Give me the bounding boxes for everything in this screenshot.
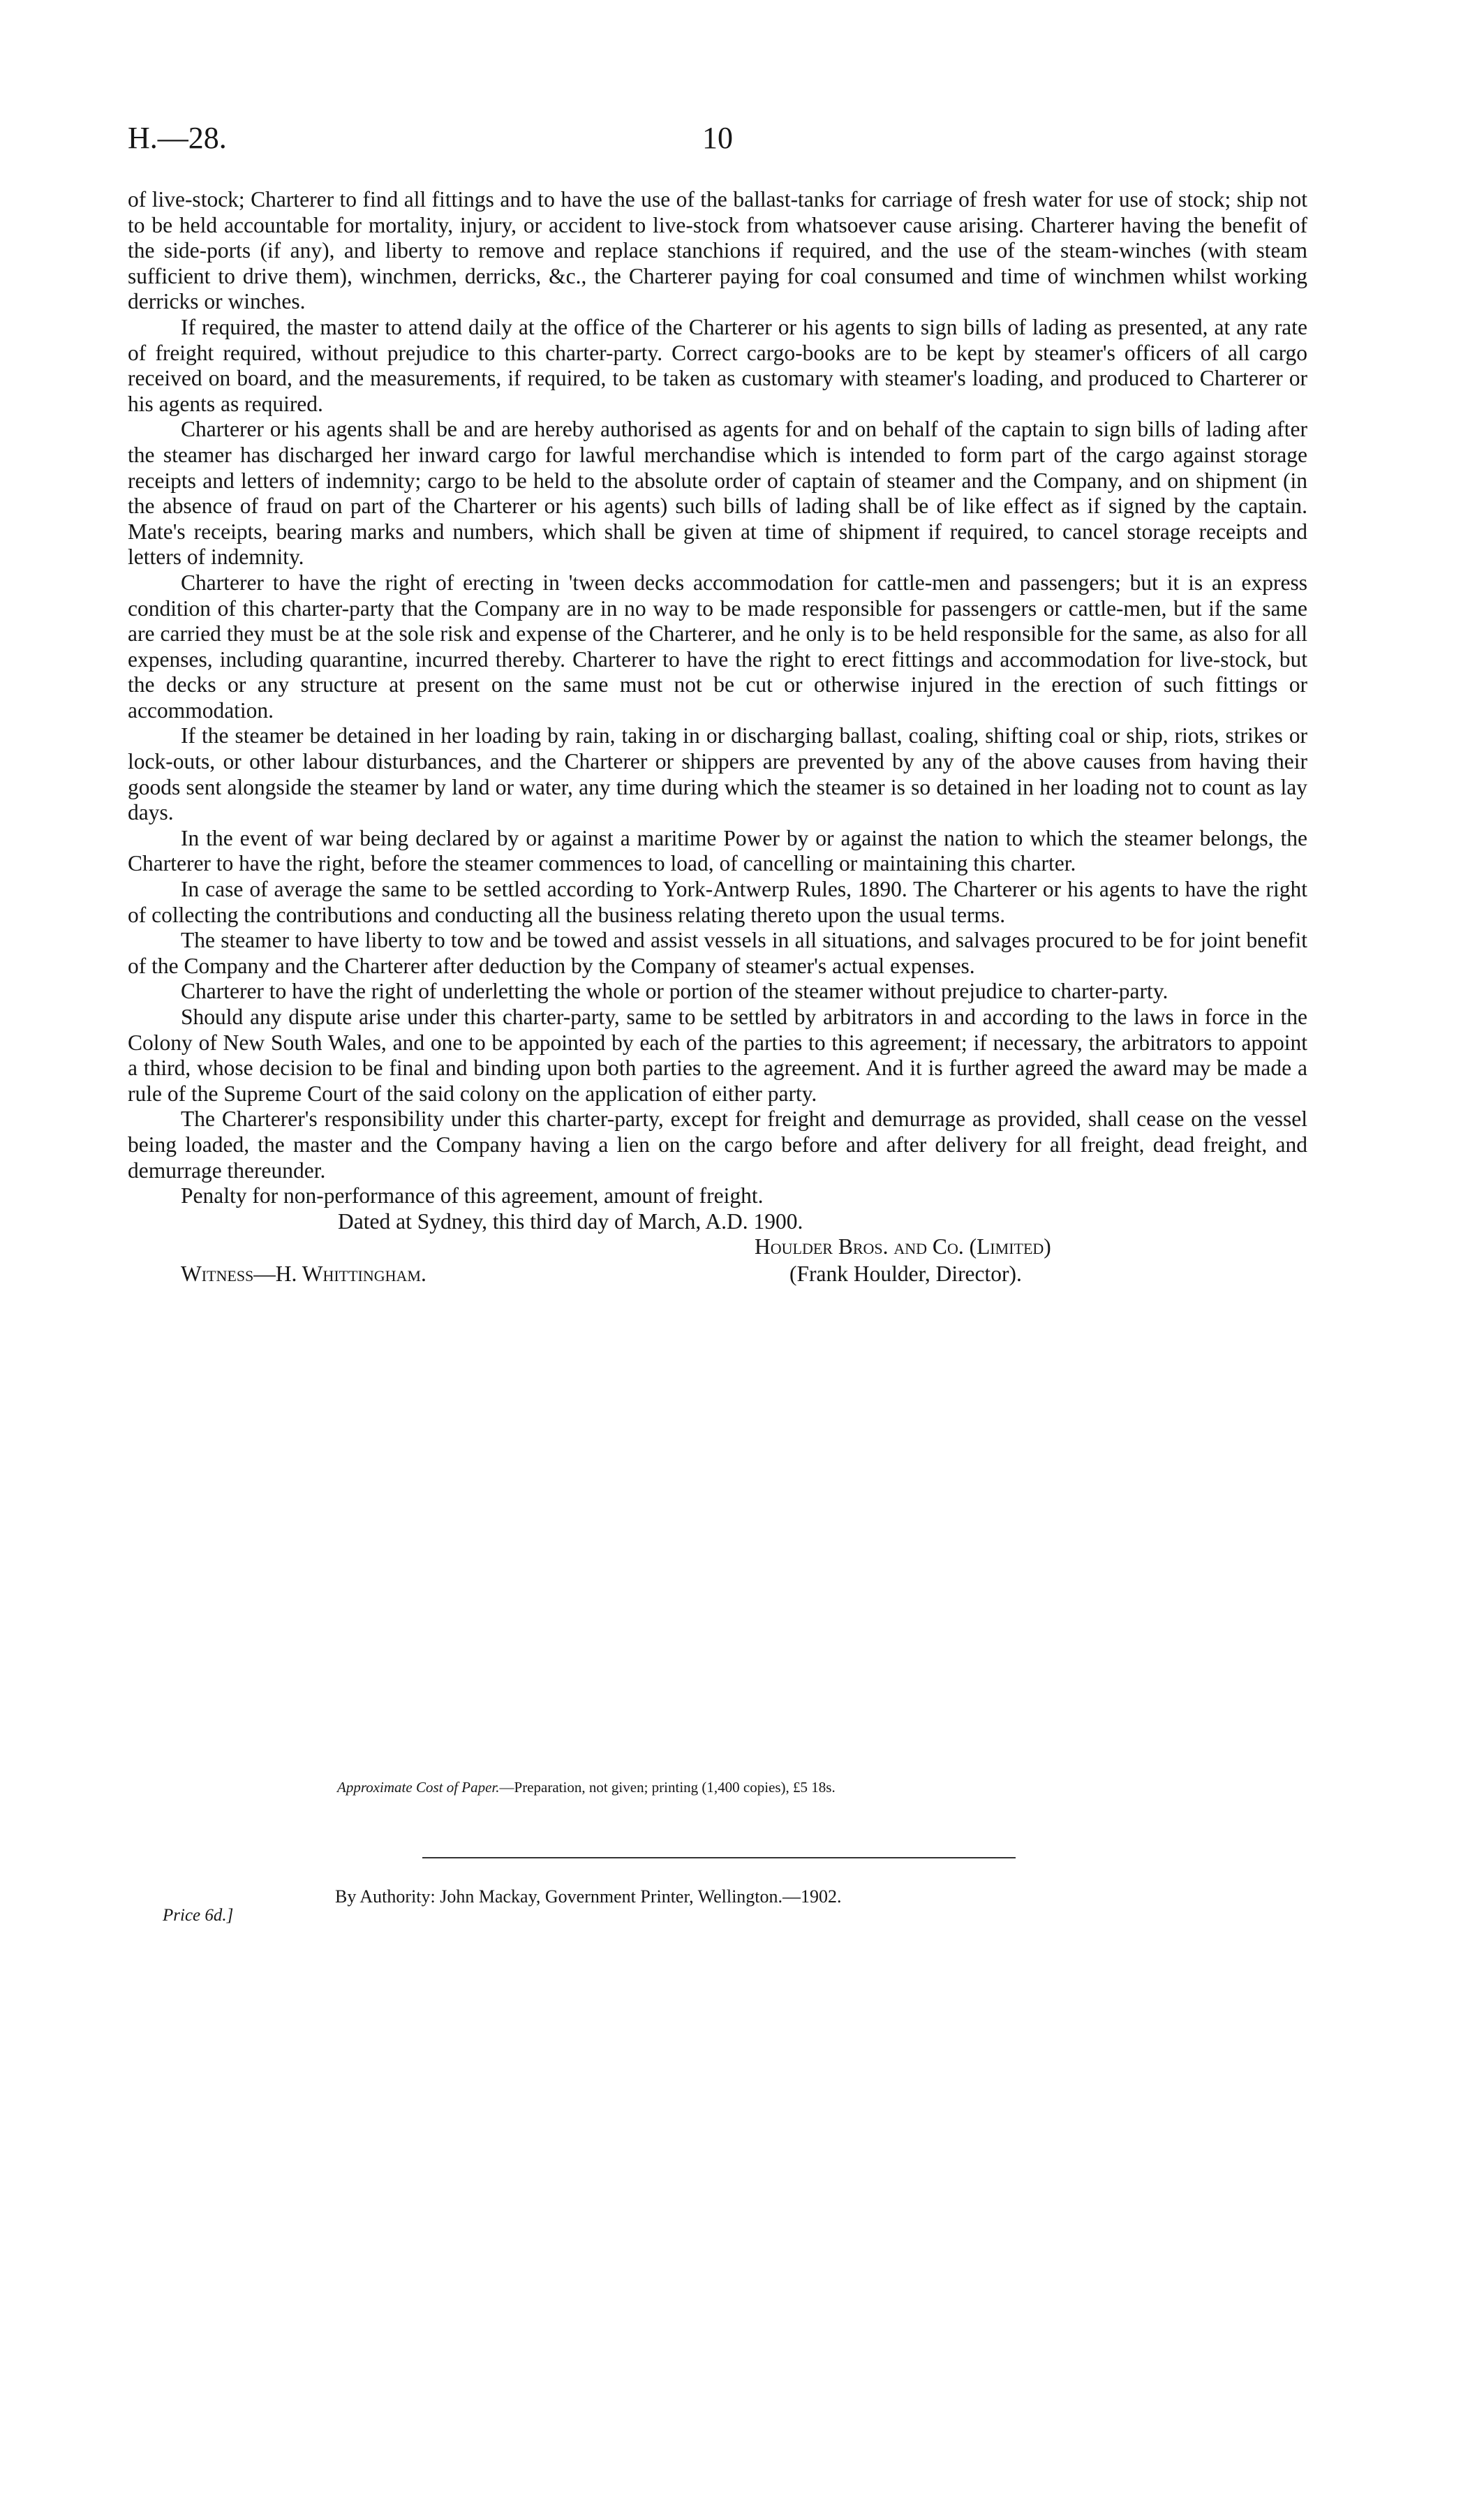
divider-rule (422, 1857, 1016, 1858)
cost-note-label: Approximate Cost of Paper. (337, 1779, 500, 1796)
cost-note-text: —Preparation, not given; printing (1,400 copies), £5 18s. (499, 1779, 836, 1796)
page-header (128, 120, 1307, 169)
signatory-firm: Houlder Bros. and Co. (Limited) (755, 1234, 1051, 1259)
paragraph-detention: If the steamer be detained in her loading by rain, taking in or discharging ballast, coaling, shifting coal or ship, riots, strikes or lock-outs, or other labour disturbances, and the Charterer or shippers are prevented by any of the above causes from having their goods sent alongside the steamer by land or water, any time during which the steamer is so detained in her loading not to count as lay days. (128, 723, 1307, 825)
witness-line: Witness—H. Whittingham. (181, 1262, 426, 1287)
signature-block (128, 1234, 1307, 1289)
paragraph-underletting: Charterer to have the right of underletting the whole or portion of the steamer without prejudice to charter-party. (181, 979, 1168, 1004)
paragraph-towage: The steamer to have liberty to tow and be towed and assist vessels in all situations, and salvages procured to be for joint benefit of the Company and the Charterer after deduction by the Company of steamer's actual expenses. (128, 928, 1307, 978)
paragraph-agents-authority: Charterer or his agents shall be and are hereby authorised as agents for and on behalf of the captain to sign bills of lading after the steamer has discharged her inward cargo for lawful merchandise which is intended to form part of the cargo against storage receipts and letters of indemnity; cargo to be held to the absolute order of captain of steamer and the Company, and on shipment (in the absence of fraud on part of the Charterer or his agents) such bills of lading shall be of like effect as if signed by the captain. Mate's receipts, bearing marks and numbers, which shall be given at time of shipment if required, to cancel storage receipts and letters of indemnity. (128, 417, 1307, 570)
paragraph-war-clause: In the event of war being declared by or against a maritime Power by or against the nation to which the steamer belongs, the Charterer to have the right, before the steamer commences to load, of cancelling or maintaining this charter. (128, 825, 1307, 876)
printer-imprint: By Authority: John Mackay, Government Printer, Wellington.—1902. (335, 1886, 842, 1907)
price-note: Price 6d.] (163, 1906, 234, 1925)
paragraph-arbitration: Should any dispute arise under this charter-party, same to be settled by arbitrators in and according to the laws in force in the Colony of New South Wales, and one to be appointed by each of the parties to this agreement; if necessary, the arbitrators to appoint a third, whose decision to be final and binding upon both parties to the agreement. And it is further agreed the award may be made a rule of the Supreme Court of the said colony on the application of either party. (128, 1005, 1307, 1106)
cost-of-paper-note (337, 1779, 836, 1796)
document-body (128, 187, 1307, 1289)
page-number: 10 (702, 121, 733, 155)
paragraph-penalty: Penalty for non-performance of this agreement, amount of freight. (181, 1183, 764, 1208)
paragraph-accommodation: Charterer to have the right of erecting in 'tween decks accommodation for cattle-men and passengers; but it is an express condition of this charter-party that the Company are in no way to be made responsible for passengers or cattle-men, but if the same are carried they must be at the sole risk and expense of the Charterer, and he only is to be held responsible for the same, as also for all expenses, including quarantine, incurred thereby. Charterer to have the right to erect fittings and accommodation for live-stock, but the decks or any structure at present on the same must not be cut or otherwise injured in the erection of such fittings or accommodation. (128, 570, 1307, 723)
paragraph-livestock: of live-stock; Charterer to find all fittings and to have the use of the ballast-tanks for carriage of fresh water for use of stock; ship not to be held accountable for mortality, injury, or accident to live-stock from whatsoever cause arising. Charterer having the benefit of the side-ports (if any), and liberty to remove and replace stanchions if required, and the use of the steam-winches (with steam sufficient to drive them), winchmen, derricks, &c., the Charterer paying for coal consumed and time of winchmen whilst working derricks or winches. (128, 187, 1307, 314)
paragraph-average: In case of average the same to be settled according to York-Antwerp Rules, 1890. The Charterer or his agents to have the right of collecting the contributions and conducting all the business relating thereto upon the usual terms. (128, 877, 1307, 927)
signatory-person: (Frank Houlder, Director). (789, 1262, 1022, 1287)
paragraph-cesser: The Charterer's responsibility under this charter-party, except for freight and demurrage as provided, shall cease on the vessel being loaded, the master and the Company having a lien on the cargo before and after delivery for all freight, dead freight, and demurrage thereunder. (128, 1107, 1307, 1183)
paragraph-bills-of-lading: If required, the master to attend daily at the office of the Charterer or his agents to sign bills of lading as presented, at any rate of freight required, without prejudice to this charter-party. Correct cargo-books are to be kept by steamer's officers of all cargo received on board, and the measurements, if required, to be taken as customary with steamer's loading, and produced to Charterer or his agents as required. (128, 314, 1307, 416)
document-reference: H.—28. (128, 121, 227, 155)
dated-line: Dated at Sydney, this third day of March, A.D. 1900. (338, 1208, 803, 1234)
